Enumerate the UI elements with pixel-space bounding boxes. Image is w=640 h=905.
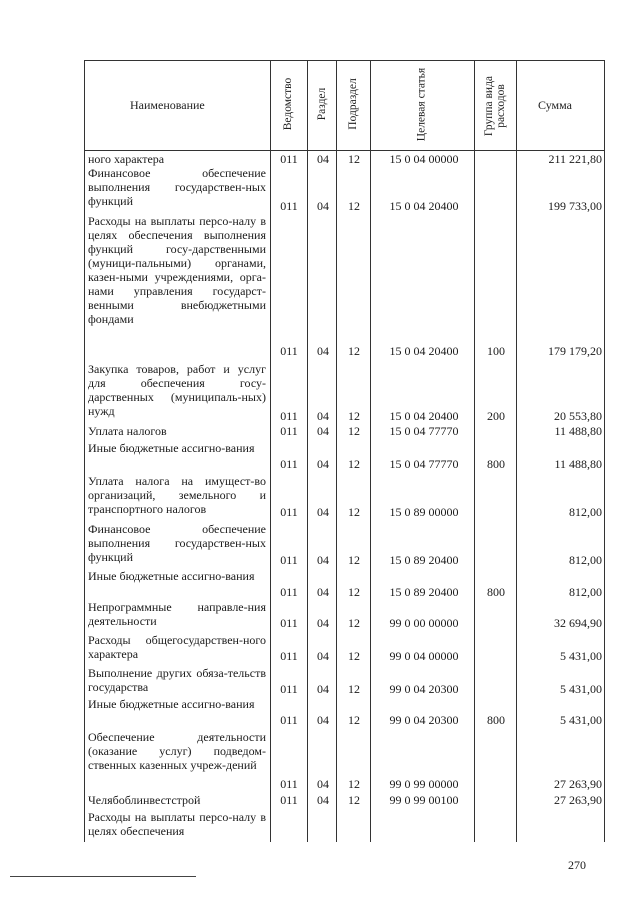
row-gruppa: 100 [487,344,505,358]
row-podrazdel: 12 [348,409,360,423]
row-name: Расходы общегосударствен-ного характера [88,633,266,661]
row-name: Расходы на выплаты персо-налу в целях обеспечения выполнения функций госу-дарственными (муници-пальными) органами, казен-ными учреждениями, орга-нами управления государст-венными внебюджетными фондами [88,214,266,326]
row-name: Уплата налога на имущест-во организаций, земельного и транспортного налогов [88,474,266,516]
header-vedomstvo: Ведомство [282,77,294,131]
row-ved: 011 [280,793,298,807]
row-podrazdel: 12 [348,682,360,696]
row-celevaya: 15 0 04 77770 [389,457,459,471]
row-name: Финансовое обеспечение выполнения государствен-ных функций [88,166,266,208]
row-name: Иные бюджетные ассигно-вания [88,697,255,711]
row-gruppa: 200 [487,409,505,423]
row-ved: 011 [280,649,298,663]
row-name: Иные бюджетные ассигно-вания [88,569,255,583]
row-summa: 20 553,80 [554,409,602,423]
row-celevaya: 15 0 04 77770 [389,424,459,438]
row-razdel: 04 [317,682,329,696]
row-summa: 27 263,90 [554,777,602,791]
row-name: Непрограммные направле-ния деятельности [88,600,266,628]
row-razdel: 04 [317,344,329,358]
row-razdel: 04 [317,793,329,807]
row-summa: 179 179,20 [548,344,602,358]
row-celevaya: 99 0 99 00100 [389,793,459,807]
row-name: Расходы на выплаты персо-налу в целях обеспечения [88,810,266,838]
col-divider [370,60,371,842]
row-ved: 011 [280,409,298,423]
header-summa: Сумма [538,98,572,112]
row-summa: 27 263,90 [554,793,602,807]
row-summa: 11 488,80 [554,457,602,471]
row-name: Закупка товаров, работ и услуг для обеспечения госу-дарственных (муниципаль-ных) нужд [88,362,266,418]
row-razdel: 04 [317,553,329,567]
row-ved: 011 [280,616,298,630]
header-name: Наименование [130,98,205,112]
row-ved: 011 [280,199,298,213]
row-name: Уплата налогов [88,424,167,438]
page-number: 270 [568,858,586,872]
row-summa: 5 431,00 [560,713,602,727]
row-name: Выполнение других обяза-тельств государства [88,666,266,694]
row-celevaya: 99 0 99 00000 [389,777,459,791]
row-razdel: 04 [317,585,329,599]
row-ved: 011 [280,777,298,791]
row-ved: 011 [280,505,298,519]
row-razdel: 04 [317,505,329,519]
col-divider [270,60,271,842]
row-podrazdel: 12 [348,616,360,630]
row-gruppa: 800 [487,457,505,471]
row-summa: 812,00 [569,553,602,567]
row-name: Челябоблинвестстрой [88,793,201,807]
row-ved: 011 [280,457,298,471]
table-left-border [84,60,85,842]
row-celevaya: 99 0 04 00000 [389,649,459,663]
row-podrazdel: 12 [348,777,360,791]
footer-rule [10,876,196,877]
row-summa: 812,00 [569,585,602,599]
row-razdel: 04 [317,457,329,471]
row-podrazdel: 12 [348,152,360,166]
row-podrazdel: 12 [348,344,360,358]
row-summa: 5 431,00 [560,682,602,696]
row-ved: 011 [280,713,298,727]
col-divider [516,60,517,842]
row-razdel: 04 [317,713,329,727]
row-ved: 011 [280,424,298,438]
row-podrazdel: 12 [348,553,360,567]
row-gruppa: 800 [487,713,505,727]
row-razdel: 04 [317,409,329,423]
row-podrazdel: 12 [348,585,360,599]
row-summa: 11 488,80 [554,424,602,438]
row-ved: 011 [280,344,298,358]
row-celevaya: 15 0 89 00000 [389,505,459,519]
row-celevaya: 15 0 04 20400 [389,409,459,423]
row-razdel: 04 [317,649,329,663]
row-summa: 32 694,90 [554,616,602,630]
row-razdel: 04 [317,199,329,213]
row-podrazdel: 12 [348,457,360,471]
row-celevaya: 15 0 89 20400 [389,585,459,599]
row-name: Обеспечение деятельности (оказание услуг) подведом-ственных казенных учреж-дений [88,730,266,772]
row-razdel: 04 [317,616,329,630]
row-summa: 812,00 [569,505,602,519]
row-razdel: 04 [317,152,329,166]
row-podrazdel: 12 [348,424,360,438]
row-podrazdel: 12 [348,793,360,807]
row-celevaya: 15 0 04 20400 [389,199,459,213]
header-gruppa: Группа вида расходов [483,75,507,137]
row-razdel: 04 [317,424,329,438]
row-ved: 011 [280,553,298,567]
row-summa: 199 733,00 [548,199,602,213]
row-celevaya: 99 0 04 20300 [389,713,459,727]
table-top-border [84,60,604,61]
row-celevaya: 15 0 89 20400 [389,553,459,567]
row-podrazdel: 12 [348,713,360,727]
table-right-border [604,60,605,842]
header-celevaya: Целевая статья [415,67,428,142]
row-ved: 011 [280,585,298,599]
row-name: ного характера [88,152,165,166]
row-razdel: 04 [317,777,329,791]
row-celevaya: 15 0 04 00000 [389,152,459,166]
row-gruppa: 800 [487,585,505,599]
row-name: Иные бюджетные ассигно-вания [88,441,255,455]
row-podrazdel: 12 [348,199,360,213]
header-bottom-border [84,150,604,151]
row-summa: 5 431,00 [560,649,602,663]
row-name: Финансовое обеспечение выполнения государствен-ных функций [88,522,266,564]
header-podrazdel: Подраздел [347,78,359,130]
row-ved: 011 [280,152,298,166]
row-ved: 011 [280,682,298,696]
row-celevaya: 15 0 04 20400 [389,344,459,358]
row-podrazdel: 12 [348,649,360,663]
row-celevaya: 99 0 00 00000 [389,616,459,630]
header-razdel: Раздел [316,87,328,121]
row-celevaya: 99 0 04 20300 [389,682,459,696]
row-podrazdel: 12 [348,505,360,519]
row-summa: 211 221,80 [548,152,602,166]
